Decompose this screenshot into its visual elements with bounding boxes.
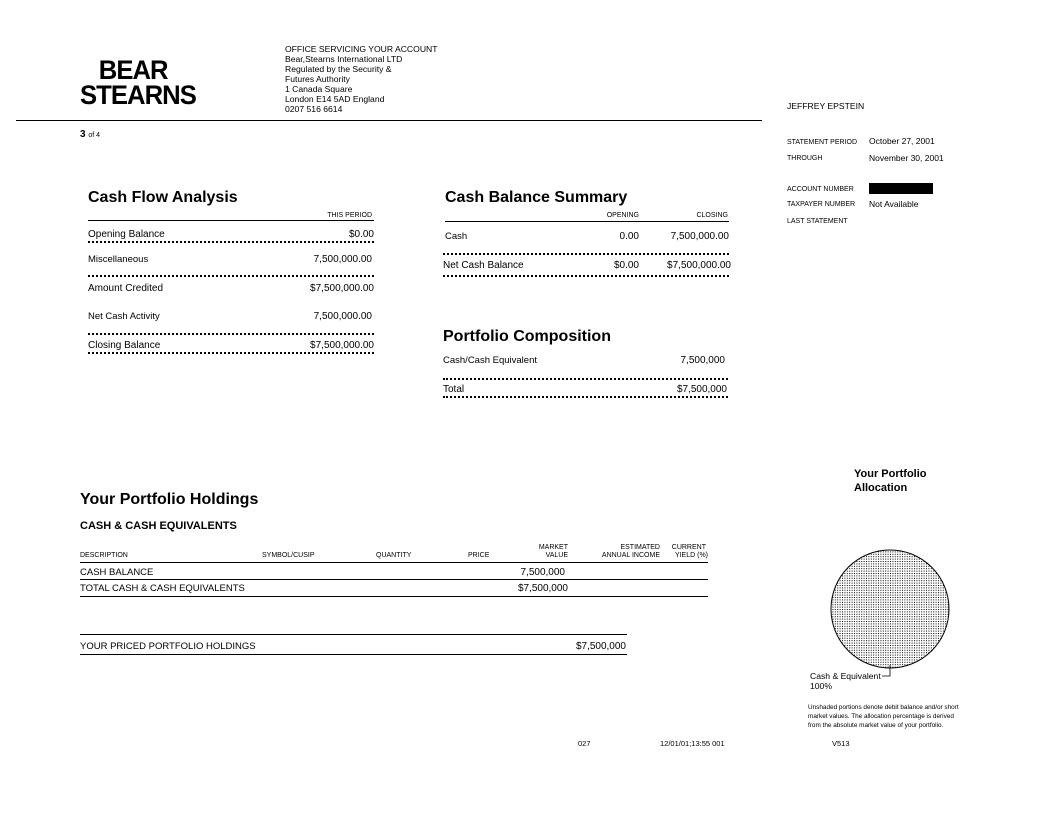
- cash-balance-closing-net: $7,500,000.00: [667, 260, 731, 271]
- col-market-value-1: MARKET: [538, 544, 568, 551]
- dotted-rule: [443, 378, 728, 380]
- cash-flow-title: Cash Flow Analysis: [88, 189, 238, 206]
- dotted-rule: [443, 275, 729, 277]
- portfolio-holdings-title: Your Portfolio Holdings: [80, 491, 259, 508]
- client-name: JEFFREY EPSTEIN: [787, 101, 865, 111]
- statement-period-label: STATEMENT PERIOD: [787, 139, 858, 146]
- closing-header: CLOSING: [696, 212, 728, 219]
- cash-flow-value-credited: $7,500,000.00: [310, 283, 374, 294]
- cash-flow-value-opening: $0.00: [348, 229, 374, 240]
- allocation-pie-svg: [830, 549, 950, 669]
- composition-label-cash: Cash/Cash Equivalent: [443, 355, 537, 366]
- allocation-title-line-1: Your Portfolio: [854, 468, 927, 480]
- footer-code-1: 027: [578, 739, 591, 748]
- composition-value-cash: 7,500,000: [680, 355, 725, 366]
- holding-cash-balance-value: 7,500,000: [520, 567, 565, 578]
- this-period-header: THIS PERIOD: [327, 212, 372, 219]
- holdings-header-rule: [80, 562, 708, 563]
- footer-timestamp: 12/01/01;13:55 001: [660, 739, 725, 748]
- office-line: OFFICE SERVICING YOUR ACCOUNT: [285, 44, 438, 54]
- pie-slice-label: Cash & Equivalent: [810, 671, 881, 681]
- cash-flow-value-closing: $7,500,000.00: [310, 340, 374, 351]
- dotted-rule: [88, 352, 374, 354]
- note-line: from the absolute market value of your portfolio.: [808, 722, 944, 729]
- page-number: [80, 129, 100, 140]
- logo-line-1: BEAR: [98, 55, 168, 85]
- col-income-1: ESTIMATED: [620, 544, 660, 551]
- priced-top-rule: [80, 634, 627, 635]
- priced-bottom-rule: [80, 654, 627, 655]
- col-market-value-2: VALUE: [545, 552, 568, 559]
- priced-holdings-label: YOUR PRICED PORTFOLIO HOLDINGS: [80, 641, 256, 652]
- dotted-rule: [88, 241, 374, 243]
- col-description: DESCRIPTION: [80, 552, 128, 559]
- account-number-label: ACCOUNT NUMBER: [787, 186, 854, 193]
- cash-balance-label-cash: Cash: [445, 231, 468, 242]
- cash-flow-label-net: Net Cash Activity: [88, 311, 160, 322]
- holding-cash-balance-label: CASH BALANCE: [80, 567, 154, 578]
- footer-code-2: V513: [832, 739, 850, 748]
- header-divider: [16, 120, 762, 121]
- cash-balance-closing-cash: 7,500,000.00: [670, 231, 729, 242]
- col-quantity: QUANTITY: [376, 552, 412, 559]
- allocation-pie-chart: [830, 549, 950, 669]
- cash-balance-opening-net: $0.00: [613, 260, 639, 271]
- statement-period-value: October 27, 2001: [869, 136, 935, 146]
- cash-flow-label-closing: Closing Balance: [88, 340, 161, 351]
- note-line: market values. The allocation percentage is derived: [808, 713, 954, 720]
- cash-flow-label-credited: Amount Credited: [88, 283, 164, 294]
- logo-line-2: STEARNS: [80, 80, 196, 110]
- cash-balance-title: Cash Balance Summary: [445, 189, 628, 206]
- holdings-total-rule: [80, 596, 708, 597]
- office-servicing-block: [285, 44, 437, 114]
- cash-flow-value-net: 7,500,000.00: [313, 311, 372, 322]
- taxpayer-number-label: TAXPAYER NUMBER: [787, 201, 856, 208]
- cash-flow-value-misc: 7,500,000.00: [313, 254, 372, 265]
- through-label: THROUGH: [787, 155, 823, 162]
- cash-balance-label-net: Net Cash Balance: [443, 260, 524, 271]
- cash-flow-header-rule: [88, 220, 374, 221]
- cash-flow-label-opening: Opening Balance: [88, 229, 165, 240]
- account-number-redaction: [869, 183, 933, 194]
- col-yield-1: CURRENT: [671, 544, 706, 551]
- dotted-rule: [443, 396, 728, 398]
- dotted-rule: [443, 253, 729, 255]
- priced-holdings-value: $7,500,000: [575, 641, 626, 652]
- last-statement-label: LAST STATEMENT: [787, 218, 848, 225]
- composition-label-total: Total: [443, 384, 465, 395]
- col-symbol: SYMBOL/CUSIP: [262, 552, 315, 559]
- pie-slice-cash: [831, 550, 949, 668]
- allocation-note: [808, 703, 959, 730]
- col-price: PRICE: [468, 552, 490, 559]
- col-income-2: ANNUAL INCOME: [601, 552, 660, 559]
- bear-stearns-logo: [80, 55, 196, 110]
- dotted-rule: [88, 275, 374, 277]
- holdings-row-rule: [80, 579, 708, 580]
- page-current: 3: [80, 129, 86, 140]
- office-line: 1 Canada Square: [285, 84, 353, 94]
- office-line: 0207 516 6614: [285, 104, 343, 114]
- cash-balance-opening-cash: 0.00: [619, 231, 639, 242]
- office-line: London E14 5AD England: [285, 94, 385, 104]
- pie-slice-percent: 100%: [810, 681, 832, 691]
- cash-balance-header-rule: [445, 221, 729, 222]
- opening-header: OPENING: [606, 212, 639, 219]
- office-line: Futures Authority: [285, 74, 350, 84]
- holding-total-label: TOTAL CASH & CASH EQUIVALENTS: [80, 583, 245, 594]
- holding-total-value: $7,500,000: [517, 583, 568, 594]
- page-total: of 4: [88, 132, 101, 139]
- allocation-title: [854, 467, 927, 495]
- note-line: Unshaded portions denote debit balance and/or short: [808, 704, 959, 711]
- dotted-rule: [88, 333, 374, 335]
- taxpayer-number-value: Not Available: [869, 199, 919, 209]
- col-yield-2: YIELD (%): [674, 552, 708, 559]
- through-value: November 30, 2001: [869, 153, 944, 163]
- office-line: Regulated by the Security &: [285, 64, 392, 74]
- office-line: Bear,Stearns International LTD: [285, 54, 403, 64]
- composition-value-total: $7,500,000: [676, 384, 727, 395]
- cash-equivalents-subtitle: CASH & CASH EQUIVALENTS: [80, 520, 237, 532]
- allocation-title-line-2: Allocation: [854, 482, 908, 494]
- portfolio-composition-title: Portfolio Composition: [443, 328, 611, 345]
- cash-flow-label-misc: Miscellaneous: [88, 254, 149, 265]
